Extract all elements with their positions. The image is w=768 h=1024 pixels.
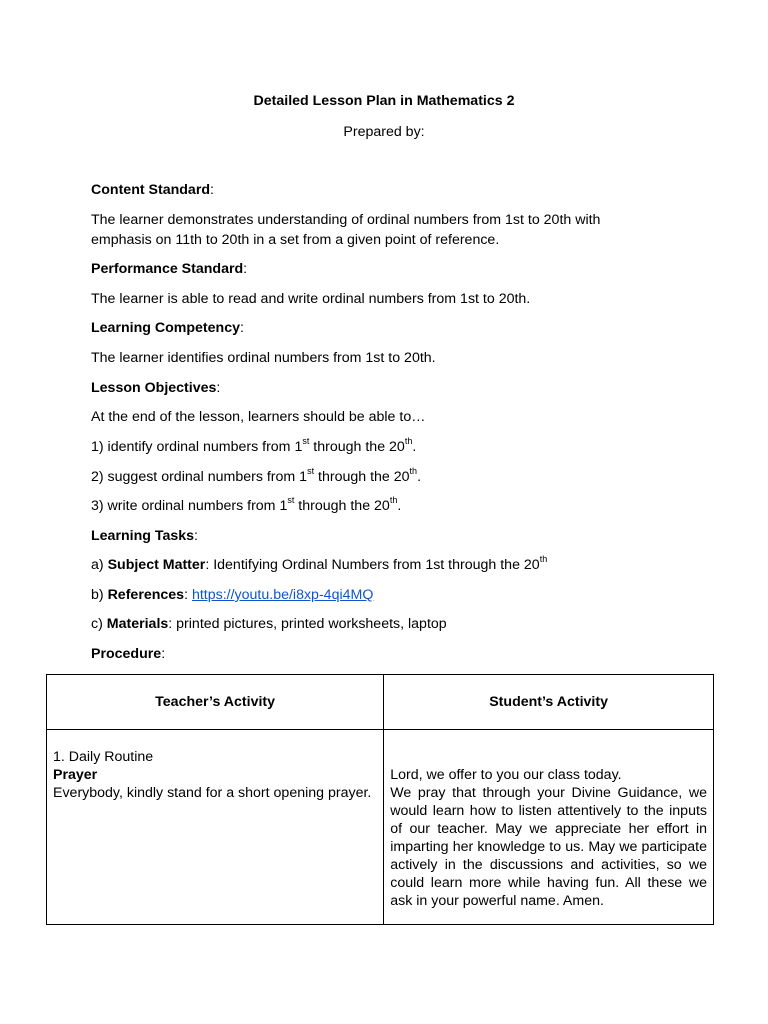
performance-standard-heading: Performance Standard: xyxy=(91,261,248,277)
objective-text: . xyxy=(397,498,402,514)
ordinal-suffix: th xyxy=(404,436,413,447)
objective-item xyxy=(91,438,416,456)
learning-tasks-heading: Learning Tasks: xyxy=(91,528,198,544)
materials-label: Materials xyxy=(106,616,169,632)
ordinal-suffix: th xyxy=(539,554,548,565)
ordinal-suffix: st xyxy=(302,436,310,447)
materials-text: : printed pictures, printed worksheets, laptop xyxy=(168,616,447,632)
performance-standard-text: The learner is able to read and write ordinal numbers from 1st to 20th. xyxy=(91,291,531,307)
prayer-subheading: Prayer xyxy=(53,767,98,783)
references-label: References xyxy=(107,587,185,603)
objective-text: through the 20 xyxy=(309,439,405,455)
student-activity-header: Student’s Activity xyxy=(384,675,714,730)
procedure-table xyxy=(46,674,714,925)
materials-item xyxy=(91,615,447,633)
table-header-row xyxy=(47,675,714,730)
learning-tasks-label: Learning Tasks xyxy=(91,528,195,544)
references-link[interactable]: https://youtu.be/i8xp-4qi4MQ xyxy=(191,587,374,603)
teacher-instruction: Everybody, kindly stand for a short opening prayer. xyxy=(53,785,372,801)
objective-text: through the 20 xyxy=(314,469,410,485)
student-prayer-opening: Lord, we offer to you our class today. xyxy=(390,767,622,783)
objective-text: . xyxy=(417,469,422,485)
subject-matter-text: : Identifying Ordinal Numbers from 1st through the 20 xyxy=(205,557,540,573)
learning-competency-heading: Learning Competency: xyxy=(91,320,244,336)
objective-item xyxy=(91,468,421,486)
ordinal-suffix: th xyxy=(389,495,398,506)
student-prayer-text: We pray that through your Divine Guidance, we would learn how to listen attentively to the inputs of our teacher. May we appreciate her effort in imparting her knowledge to us. May we participate actively in the discussions and activities, so we could learn more while having fun. All these we ask in your powerful name. Amen. xyxy=(390,785,707,909)
objective-text: . xyxy=(412,439,417,455)
ordinal-suffix: st xyxy=(287,495,295,506)
ordinal-suffix: th xyxy=(409,466,418,477)
learning-competency-label: Learning Competency xyxy=(91,320,240,336)
objective-text: 2) suggest ordinal numbers from 1 xyxy=(91,469,308,485)
ordinal-suffix: st xyxy=(307,466,315,477)
subject-matter-label: Subject Matter xyxy=(107,557,206,573)
subject-matter-item xyxy=(91,556,547,574)
prepared-by: Prepared by: xyxy=(343,124,425,140)
content-standard-text: The learner demonstrates understanding of ordinal numbers from 1st to 20th with emphasis on 11th to 20th in a set from a given point of reference. xyxy=(91,212,601,248)
references-item xyxy=(91,586,373,604)
objective-item xyxy=(91,497,401,515)
content-standard-heading: Content Standard: xyxy=(91,182,214,198)
item-prefix: a) xyxy=(91,557,108,573)
teacher-activity-header: Teacher’s Activity xyxy=(47,675,384,730)
item-prefix: c) xyxy=(91,616,107,632)
teacher-activity-cell xyxy=(47,730,384,925)
lesson-objectives-intro: At the end of the lesson, learners should be able to… xyxy=(91,409,426,425)
daily-routine-heading: 1. Daily Routine xyxy=(53,749,154,765)
performance-standard-label: Performance Standard xyxy=(91,261,244,277)
procedure-label: Procedure xyxy=(91,646,162,662)
content-standard-label: Content Standard xyxy=(91,182,211,198)
document-title: Detailed Lesson Plan in Mathematics 2 xyxy=(253,93,515,109)
lesson-objectives-label: Lesson Objectives xyxy=(91,380,217,396)
objective-text: 3) write ordinal numbers from 1 xyxy=(91,498,288,514)
student-activity-cell xyxy=(384,730,714,925)
table-row xyxy=(47,730,714,925)
learning-competency-text: The learner identifies ordinal numbers from 1st to 20th. xyxy=(91,350,436,366)
objective-text: through the 20 xyxy=(294,498,390,514)
references-separator: : xyxy=(184,587,192,603)
item-prefix: b) xyxy=(91,587,108,603)
objective-text: 1) identify ordinal numbers from 1 xyxy=(91,439,303,455)
lesson-objectives-heading: Lesson Objectives: xyxy=(91,380,221,396)
procedure-heading: Procedure: xyxy=(91,646,166,662)
